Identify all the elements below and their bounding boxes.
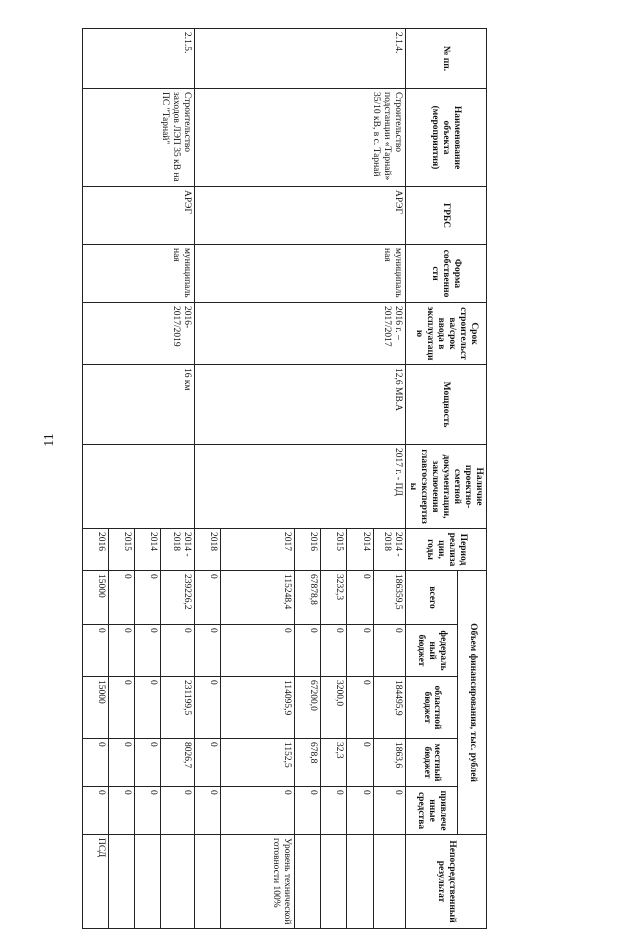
row1-grbs: АРЭГ <box>194 187 405 245</box>
header-num: № пп. <box>405 29 486 89</box>
row1-regional: 114095,9 <box>220 677 294 739</box>
row2-num: 2.1.5. <box>82 29 194 89</box>
row1-federal: 0 <box>194 625 220 677</box>
row2-regional: 15000 <box>82 677 108 739</box>
row2-result <box>135 835 161 929</box>
financing-table <box>82 28 487 929</box>
header-period-impl: Период реализации, годы <box>405 529 486 571</box>
row1-regional: 3200,0 <box>321 677 347 739</box>
row2-capacity: 16 км <box>82 365 194 445</box>
row1-total: 67878,8 <box>294 571 320 625</box>
header-design-docs: Наличие проектно-сметной документации, заключения главгосэкспертизы <box>405 445 486 529</box>
row1-attracted: 0 <box>294 787 320 835</box>
row1-federal: 0 <box>220 625 294 677</box>
row1-attracted: 0 <box>347 787 373 835</box>
row2-result <box>161 835 194 929</box>
row2-federal: 0 <box>135 625 161 677</box>
header-attracted: привлеченные средства <box>405 787 458 835</box>
row1-year: 2018 <box>194 529 220 571</box>
header-grbs: ГРБС <box>405 187 486 245</box>
row1-year: 2014 - 2018 <box>373 529 405 571</box>
table-row <box>161 29 194 929</box>
row1-period-build: 2016 г. – 2017/2017 <box>194 303 405 365</box>
header-local: местный бюджет <box>405 739 458 787</box>
row1-total: 186359,5 <box>373 571 405 625</box>
header-period-build: Срок строительства/срок ввода в эксплуатацию <box>405 303 486 365</box>
row1-attracted: 0 <box>373 787 405 835</box>
rotated-table-area <box>83 28 487 925</box>
row1-year: 2016 <box>294 529 320 571</box>
row2-regional: 0 <box>135 677 161 739</box>
row2-design-docs <box>82 445 194 529</box>
header-capacity: Мощность <box>405 365 486 445</box>
header-federal: федеральный бюджет <box>405 625 458 677</box>
row1-federal: 0 <box>294 625 320 677</box>
row1-regional: 0 <box>194 677 220 739</box>
row1-capacity: 12,6 МВ.А <box>194 365 405 445</box>
row2-year: 2016 <box>82 529 108 571</box>
row2-attracted: 0 <box>161 787 194 835</box>
row1-local: 678,8 <box>294 739 320 787</box>
row2-local: 0 <box>82 739 108 787</box>
row1-design-docs: 2017 г. - ПД <box>194 445 405 529</box>
header-regional: областной бюджет <box>405 677 458 739</box>
row2-total: 0 <box>108 571 134 625</box>
row1-local: 1863,6 <box>373 739 405 787</box>
row1-name: Строительство подстанции «Тарнай» 35/10 кВ, в с. Тарнай <box>194 89 405 187</box>
row1-num: 2.1.4. <box>194 29 405 89</box>
row1-result <box>294 835 320 929</box>
row2-result: ПСД <box>82 835 108 929</box>
header-ownership: Форма собственности <box>405 245 486 303</box>
row2-name: Строительство заходов ЛЭП 35 кВ на ПС "Тарнай" <box>82 89 194 187</box>
row2-period-build: 2016-2017/2019 <box>82 303 194 365</box>
row2-attracted: 0 <box>135 787 161 835</box>
row1-federal: 0 <box>321 625 347 677</box>
row1-attracted: 0 <box>194 787 220 835</box>
row1-total: 115248,4 <box>220 571 294 625</box>
page-number: 11 <box>42 433 57 447</box>
row1-local: 0 <box>194 739 220 787</box>
row1-regional: 184495,9 <box>373 677 405 739</box>
row2-regional: 0 <box>108 677 134 739</box>
row1-total: 0 <box>194 571 220 625</box>
row2-ownership: муниципальная <box>82 245 194 303</box>
row1-result <box>373 835 405 929</box>
row1-result: Уровень технической готовности 100% <box>220 835 294 929</box>
row1-attracted: 0 <box>220 787 294 835</box>
row1-attracted: 0 <box>321 787 347 835</box>
row1-local: 32,3 <box>321 739 347 787</box>
row1-result <box>321 835 347 929</box>
row2-federal: 0 <box>82 625 108 677</box>
row2-local: 8026,7 <box>161 739 194 787</box>
row2-attracted: 0 <box>108 787 134 835</box>
row1-local: 0 <box>347 739 373 787</box>
row2-total: 0 <box>135 571 161 625</box>
header-name: Наименование объекта (мероприятия) <box>405 89 486 187</box>
row1-federal: 0 <box>373 625 405 677</box>
row1-result <box>194 835 220 929</box>
row2-local: 0 <box>108 739 134 787</box>
row2-grbs: АРЭГ <box>82 187 194 245</box>
row1-total: 3232,3 <box>321 571 347 625</box>
row2-local: 0 <box>135 739 161 787</box>
row2-year: 2014 <box>135 529 161 571</box>
row1-total: 0 <box>347 571 373 625</box>
row1-year: 2014 <box>347 529 373 571</box>
row1-year: 2017 <box>220 529 294 571</box>
row2-total: 15000 <box>82 571 108 625</box>
row1-regional: 0 <box>347 677 373 739</box>
row1-year: 2015 <box>321 529 347 571</box>
row1-result <box>347 835 373 929</box>
row2-year: 2014 - 2018 <box>161 529 194 571</box>
table-row <box>373 29 405 929</box>
row2-federal: 0 <box>161 625 194 677</box>
row1-regional: 67200,0 <box>294 677 320 739</box>
row1-federal: 0 <box>347 625 373 677</box>
header-financing: Объем финансирования, тыс. рублей <box>458 571 487 835</box>
header-result: Непосредственный результат <box>405 835 486 929</box>
row2-total: 239226,2 <box>161 571 194 625</box>
row2-result <box>108 835 134 929</box>
row2-federal: 0 <box>108 625 134 677</box>
row2-regional: 231199,5 <box>161 677 194 739</box>
row1-ownership: муниципальная <box>194 245 405 303</box>
row2-year: 2015 <box>108 529 134 571</box>
row2-attracted: 0 <box>82 787 108 835</box>
header-total: всего <box>405 571 458 625</box>
row1-local: 1152,5 <box>220 739 294 787</box>
